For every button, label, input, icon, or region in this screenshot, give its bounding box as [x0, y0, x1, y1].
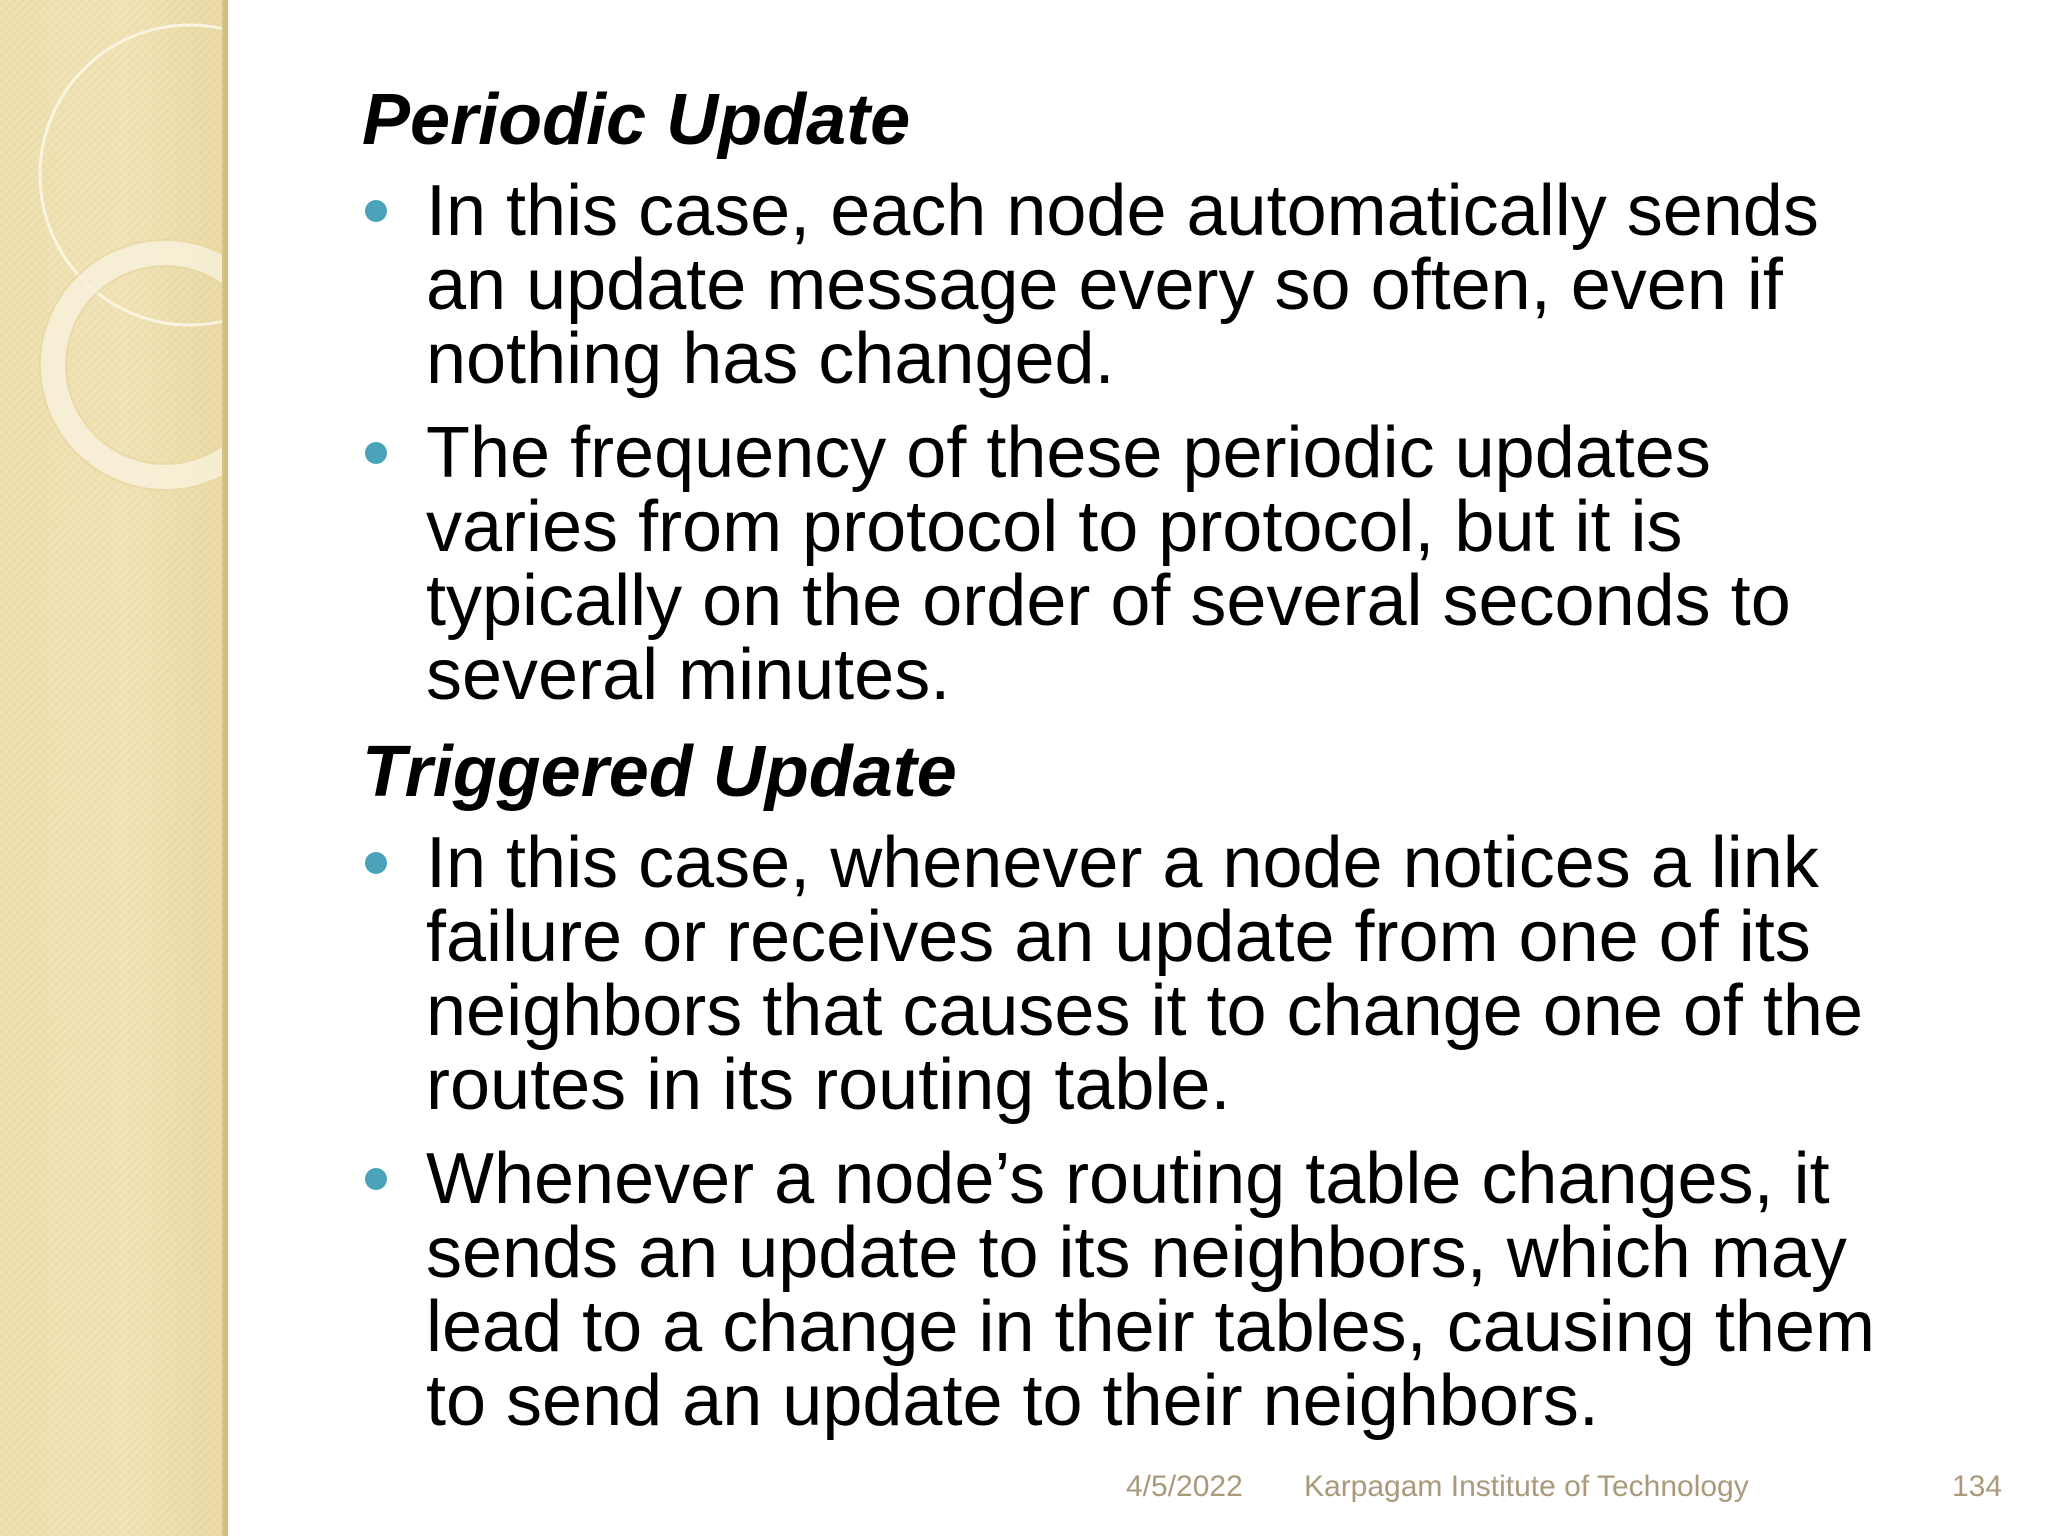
- footer-institution: Karpagam Institute of Technology: [1304, 1470, 1749, 1503]
- bullet-line: Whenever a node’s routing table changes, it: [426, 1139, 1830, 1219]
- side-panel-edge: [222, 0, 228, 1536]
- bullet-item: [362, 171, 1982, 399]
- bullet-line: lead to a change in their tables, causing them: [426, 1287, 1875, 1367]
- section-heading-periodic-update: Periodic Update: [362, 80, 911, 160]
- bullet-item: [362, 823, 1982, 1125]
- bullet-line: typically on the order of several seconds to: [426, 561, 1791, 641]
- bullet-line: The frequency of these periodic updates: [426, 413, 1711, 493]
- bullet-line: to send an update to their neighbors.: [426, 1361, 1599, 1441]
- decorative-rings-graphic: [0, 0, 228, 520]
- bullet-line: failure or receives an update from one of its: [426, 897, 1811, 977]
- bullet-item: [362, 1139, 1982, 1441]
- bullet-line: In this case, whenever a node notices a link: [426, 823, 1819, 903]
- bullet-item: [362, 413, 1982, 715]
- bullet-line: routes in its routing table.: [426, 1045, 1231, 1125]
- bullet-icon: [365, 442, 387, 464]
- decorative-side-panel: [0, 0, 228, 1536]
- bullet-line: neighbors that causes it to change one of the: [426, 971, 1864, 1051]
- bullet-icon: [365, 1168, 387, 1190]
- bullet-line: nothing has changed.: [426, 319, 1115, 399]
- footer-date: 4/5/2022: [1126, 1470, 1243, 1503]
- footer-page-number: 134: [1952, 1470, 2003, 1503]
- bullet-line: sends an update to its neighbors, which may: [426, 1213, 1847, 1293]
- section-heading-triggered-update: Triggered Update: [362, 732, 957, 812]
- bullet-icon: [365, 200, 387, 222]
- bullet-line: an update message every so often, even if: [426, 245, 1783, 325]
- slide-content: [362, 80, 1982, 1441]
- bullet-line: several minutes.: [426, 635, 951, 715]
- bullet-icon: [365, 852, 387, 874]
- bullet-line: In this case, each node automatically sends: [426, 171, 1819, 251]
- bullet-line: varies from protocol to protocol, but it is: [426, 487, 1683, 567]
